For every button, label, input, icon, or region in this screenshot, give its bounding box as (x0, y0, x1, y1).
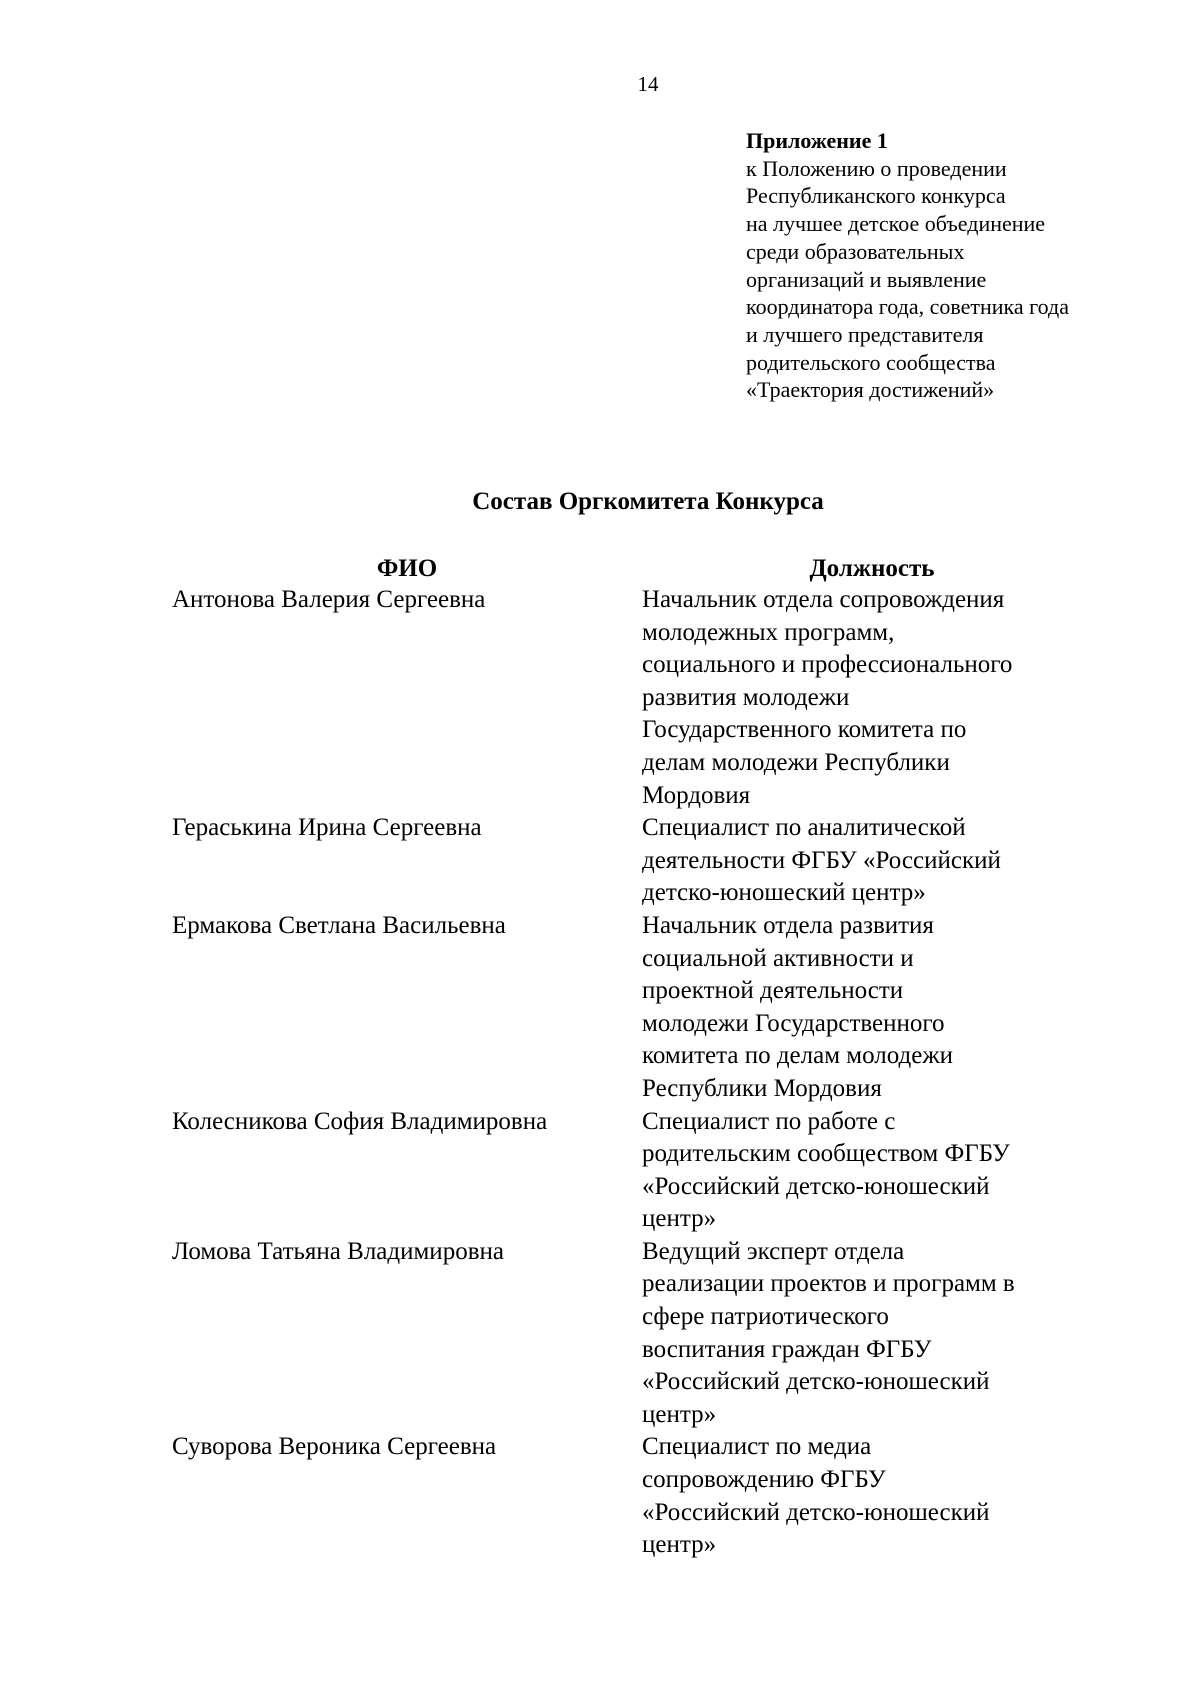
member-name: Ломова Татьяна Владимировна (172, 1237, 504, 1265)
appendix-line: на лучшее детское объединение (746, 211, 1046, 237)
member-name: Ермакова Светлана Васильевна (172, 911, 506, 939)
position-line: Специалист по аналитической (642, 814, 966, 842)
table-row (172, 1431, 1102, 1561)
position-line: воспитания граждан ФГБУ (642, 1335, 932, 1363)
appendix-line: Республиканского конкурса (746, 183, 1006, 209)
position-line: «Российский детско-юношеский (642, 1498, 990, 1526)
table-header-row (172, 554, 1102, 584)
member-name: Гераськина Ирина Сергеевна (172, 814, 482, 842)
position-line: социального и профессионального (642, 651, 1013, 679)
position-line: Республики Мордовия (642, 1074, 882, 1102)
member-position (642, 1106, 1102, 1236)
appendix-line: координатора года, советника года (746, 294, 1069, 320)
appendix-block (746, 127, 1186, 404)
member-position (642, 584, 1102, 812)
position-line: молодежи Государственного (642, 1009, 945, 1037)
position-line: детско-юношеский центр» (642, 879, 926, 907)
position-line: комитета по делам молодежи (642, 1042, 953, 1070)
table-row (172, 910, 1102, 1106)
appendix-line: и лучшего представителя (746, 321, 984, 347)
position-line: центр» (642, 1205, 717, 1233)
position-line: «Российский детско-юношеский (642, 1368, 990, 1396)
member-position (642, 1236, 1102, 1432)
table-row (172, 1236, 1102, 1432)
position-line: Начальник отдела сопровождения (642, 586, 1005, 613)
page-number: 14 (637, 72, 659, 96)
position-line: сопровождению ФГБУ (642, 1466, 886, 1494)
member-name: Антонова Валерия Сергеевна (172, 586, 486, 613)
position-line: реализации проектов и программ в (642, 1270, 1015, 1298)
position-line: Специалист по медиа (642, 1433, 872, 1461)
position-line: Государственного комитета по (642, 716, 967, 744)
member-position (642, 910, 1102, 1106)
position-line: родительским сообществом ФГБУ (642, 1140, 1010, 1168)
position-line: Специалист по работе с (642, 1107, 896, 1135)
position-line: центр» (642, 1531, 717, 1559)
position-line: Мордовия (642, 781, 751, 809)
table-row (172, 1106, 1102, 1236)
position-line: «Российский детско-юношеский (642, 1172, 990, 1200)
committee-table-body (172, 584, 1102, 1562)
document-title: Состав Оргкомитета Конкурса (472, 488, 824, 515)
header-position: Должность (809, 555, 935, 582)
appendix-heading: Приложение 1 (746, 128, 888, 153)
position-line: центр» (642, 1400, 717, 1428)
member-name: Суворова Вероника Сергеевна (172, 1433, 497, 1461)
appendix-line: «Траектория достижений» (746, 377, 995, 403)
committee-table (172, 554, 1102, 1562)
position-line: Начальник отдела развития (642, 911, 934, 939)
appendix-line: среди образовательных (746, 238, 965, 264)
position-line: молодежных программ, (642, 618, 895, 646)
position-line: деятельности ФГБУ «Российский (642, 846, 1001, 874)
table-row (172, 584, 1102, 812)
position-line: сфере патриотического (642, 1303, 889, 1331)
appendix-line: родительского сообщества (746, 349, 996, 375)
header-name: ФИО (376, 555, 438, 582)
member-position (642, 1431, 1102, 1561)
position-line: делам молодежи Республики (642, 748, 950, 776)
appendix-line: организаций и выявление (746, 266, 987, 292)
position-line: социальной активности и (642, 944, 914, 972)
member-position (642, 812, 1102, 910)
member-name: Колесникова София Владимировна (172, 1107, 548, 1135)
position-line: Ведущий эксперт отдела (642, 1237, 905, 1265)
appendix-line: к Положению о проведении (746, 155, 1007, 181)
table-row (172, 812, 1102, 910)
position-line: проектной деятельности (642, 977, 904, 1005)
position-line: развития молодежи (642, 683, 850, 711)
